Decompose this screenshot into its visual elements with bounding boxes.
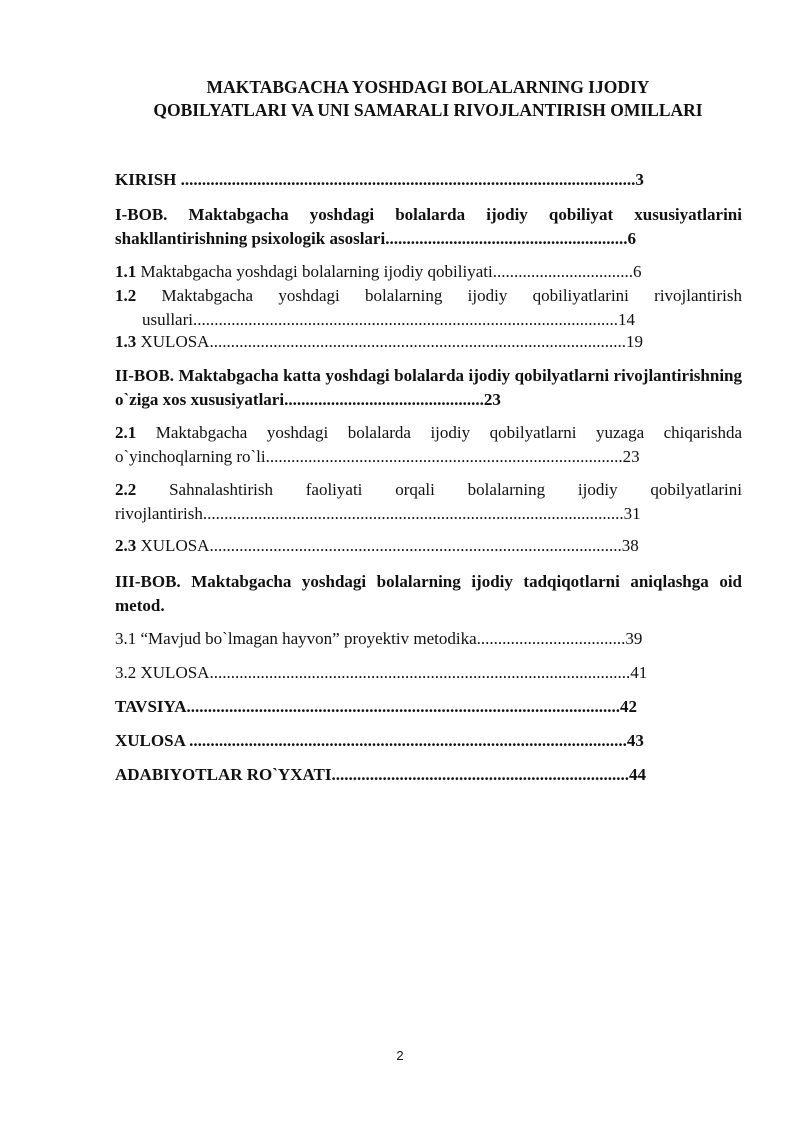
toc-entry-text: XULOSA: [115, 731, 185, 750]
toc-page-number: 31: [623, 504, 641, 523]
toc-entry-chapter-2: [115, 364, 742, 412]
toc-leader-dots: .......................................................................................................: [184, 731, 627, 750]
toc-entry-text: I-BOB. Maktabgacha yoshdagi bolalarda ijodiy qobiliyat xususiyatlarini shakllantirishning psixologik asoslari: [115, 205, 742, 248]
toc-page-number: 23: [622, 447, 640, 466]
toc-page-number: 14: [618, 310, 635, 329]
toc-leader-dots: ..................................................................................................: [209, 332, 626, 351]
toc-page-number: 23: [483, 390, 501, 409]
toc-entry-text: XULOSA: [136, 536, 210, 555]
toc-entry-text: XULOSA: [136, 332, 210, 351]
toc-entry-text: TAVSIYA: [115, 697, 187, 716]
toc-page-number: 3: [635, 170, 644, 189]
toc-page-number: 42: [620, 697, 638, 716]
toc-page-number: 44: [628, 765, 646, 784]
toc-page-number: 6: [632, 262, 642, 281]
toc-page-number: 43: [626, 731, 644, 750]
title-line-2: QOBILYATLARI VA UNI SAMARALI RIVOJLANTIRISH OMILLARI: [153, 100, 703, 120]
toc-leader-dots: ...................................: [476, 629, 626, 648]
toc-entry-text: ADABIYOTLAR RO`YXATI: [115, 765, 332, 784]
toc-entry-text: 3.1 “Mavjud bo`lmagan hayvon” proyektiv metodika: [115, 629, 477, 648]
toc-leader-dots: .................................................................................................: [209, 536, 622, 555]
toc-section-number: 2.1: [115, 423, 137, 442]
toc-page-number: 38: [621, 536, 639, 555]
document-title: [100, 76, 756, 122]
toc-page-number: 39: [625, 629, 643, 648]
toc-entry-text: Sahnalashtirish faoliyati orqali bolalarning ijodiy qobilyatlarini rivojlantirish: [115, 480, 742, 523]
toc-entry-adabiyotlar: [115, 763, 742, 787]
toc-leader-dots: .................................: [492, 262, 633, 281]
toc-leader-dots: ...................................................................................................: [202, 504, 624, 523]
toc-entry-1-1: [115, 260, 742, 284]
toc-entry-text: Maktabgacha yoshdagi bolalarning ijodiy qobiliyati: [136, 262, 493, 281]
toc-leader-dots: ......................................................................: [331, 765, 629, 784]
toc-section-number: 1.1: [115, 262, 137, 281]
toc-page-number: 19: [625, 332, 643, 351]
toc-entry-text: Maktabgacha yoshdagi bolalarda ijodiy qobilyatlarni yuzaga chiqarishda o`yinchoqlarning ro`li: [115, 423, 742, 466]
toc-entry-text: Maktabgacha yoshdagi bolalarning ijodiy qobiliyatlarini rivojlantirish usullari: [136, 286, 742, 329]
toc-section-number: 2.3: [115, 536, 137, 555]
toc-entry-text: III-BOB. Maktabgacha yoshdagi bolalarning ijodiy tadqiqotlarni aniqlashga oid metod.: [115, 572, 742, 615]
toc-entry-2-2: [115, 478, 742, 526]
toc-entry-3-1: [115, 627, 742, 651]
toc-leader-dots: ....................................................................................................: [193, 310, 618, 329]
toc-entry-1-3: [115, 330, 742, 354]
toc-leader-dots: ......................................................................................................: [186, 697, 621, 716]
toc-page-number: 6: [627, 229, 636, 248]
toc-section-number: 1.3: [115, 332, 137, 351]
toc-entry-tavsiya: [115, 695, 742, 719]
toc-entry-1-2: [115, 284, 742, 332]
toc-leader-dots: ...............................................: [284, 390, 484, 409]
toc-section-number: 2.2: [115, 480, 137, 499]
toc-entry-kirish: [115, 168, 742, 192]
toc-entry-text: 3.2 XULOSA: [115, 663, 210, 682]
toc-leader-dots: ...................................................................................................: [209, 663, 631, 682]
toc-entry-xulosa: [115, 729, 742, 753]
toc-entry-text: KIRISH: [115, 170, 177, 189]
toc-entry-chapter-1: [115, 203, 742, 251]
toc-page-number: 41: [630, 663, 648, 682]
title-line-1: MAKTABGACHA YOSHDAGI BOLALARNING IJODIY: [206, 77, 650, 97]
toc-leader-dots: ...........................................................................................................: [176, 170, 636, 189]
toc-entry-2-3: [115, 534, 742, 558]
toc-entry-chapter-3: [115, 570, 742, 618]
toc-entry-2-1: [115, 421, 742, 469]
toc-entry-3-2: [115, 661, 742, 685]
toc-leader-dots: ....................................................................................: [265, 447, 623, 466]
page-number: 2: [396, 1048, 404, 1063]
toc-section-number: 1.2: [115, 286, 137, 305]
toc-entry-text: II-BOB. Maktabgacha katta yoshdagi bolalarda ijodiy qobilyatlarni rivojlantirishning o`ziga xos xususiyatlari: [115, 366, 742, 409]
toc-leader-dots: .........................................................: [385, 229, 628, 248]
